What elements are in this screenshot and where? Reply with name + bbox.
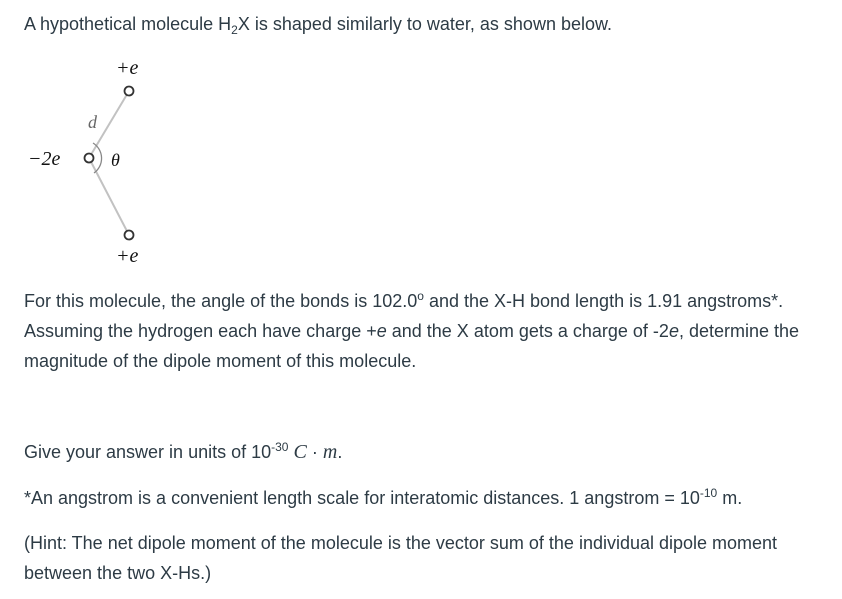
question-part-a: For this molecule, the angle of the bonds is 102.0 — [24, 291, 418, 311]
units-instruction — [24, 441, 342, 463]
unit-meter: m — [322, 441, 338, 463]
bottom-charge-label: +e — [116, 245, 139, 267]
angle-label: θ — [111, 150, 120, 170]
bond-bottom — [89, 158, 129, 235]
angstrom-footnote — [24, 487, 742, 509]
units-period: . — [337, 442, 343, 462]
top-charge-label: +e — [116, 57, 139, 79]
intro-part2: X is shaped similarly to water, as shown below. — [237, 14, 612, 34]
question-part-c: and the X atom gets a charge of -2 — [386, 321, 669, 341]
hydrogen-atom-bottom — [125, 231, 134, 240]
degree-symbol: o — [417, 289, 424, 303]
unit-coulomb: C — [293, 441, 307, 463]
question-part-d: , determine the magnitude of the dipole moment of this molecule. — [24, 321, 800, 371]
intro-subscript: 2 — [231, 23, 238, 37]
distance-label: d — [88, 112, 97, 132]
intro-part1: A hypothetical molecule H — [24, 14, 232, 34]
molecule-diagram — [0, 0, 842, 280]
charge-e-italic: e — [376, 321, 387, 341]
question-paragraph — [24, 286, 824, 376]
charge-e-italic-2: e — [668, 321, 679, 341]
question-part-b: and the X-H bond length is 1.91 angstroms*. Assuming the hydrogen each have charge + — [24, 291, 784, 341]
footnote-end: m. — [717, 488, 743, 508]
x-atom — [85, 154, 94, 163]
left-charge-label: −2e — [28, 148, 61, 170]
hint-paragraph: (Hint: The net dipole moment of the molecule is the vector sum of the individual dipole moment between the two X-Hs.) — [24, 533, 778, 583]
units-text: Give your answer in units of 10 — [24, 442, 272, 462]
units-exponent: -30 — [271, 440, 289, 454]
footnote-exponent: -10 — [699, 486, 718, 500]
footnote-text: *An angstrom is a convenient length scale for interatomic distances. 1 angstrom = 10 — [24, 488, 700, 508]
hydrogen-atom-top — [125, 87, 134, 96]
unit-dot: · — [311, 442, 318, 462]
